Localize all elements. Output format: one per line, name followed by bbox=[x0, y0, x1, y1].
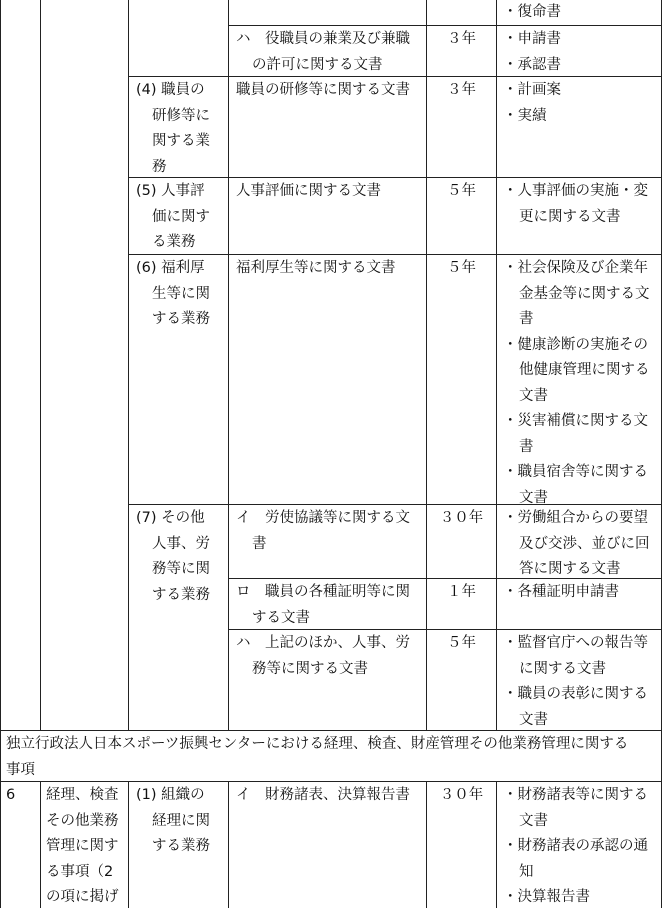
example-item: ・復命書 bbox=[503, 4, 561, 20]
section-heading-line: 独立行政法人日本スポーツ振興センターにおける経理、検査、財産管理その他業務管理に関する bbox=[6, 736, 629, 752]
retention-period-cell bbox=[427, 78, 496, 104]
document-type-line: ハ 上記のほか、人事、労 bbox=[236, 635, 410, 651]
business-category-line: (1) 組織の bbox=[136, 787, 205, 803]
retention-period: ３０年 bbox=[439, 787, 484, 803]
retention-period-cell bbox=[427, 631, 496, 657]
retention-period-cell bbox=[427, 179, 496, 205]
column-rule bbox=[426, 0, 427, 730]
document-type-line: の許可に関する文書 bbox=[252, 56, 383, 73]
example-item: ・承認書 bbox=[503, 56, 561, 73]
example-item: 文書 bbox=[519, 812, 548, 829]
example-items-cell bbox=[503, 256, 661, 511]
example-item: ・労働組合からの要望 bbox=[503, 510, 648, 526]
document-type-line: イ 労使協議等に関する文 bbox=[236, 510, 410, 526]
business-category-line: する業務 bbox=[152, 311, 210, 327]
example-item: ・各種証明申請書 bbox=[503, 584, 619, 600]
column-rule bbox=[40, 781, 41, 908]
category-line: その他業務 bbox=[46, 812, 119, 829]
retention-period: ３０年 bbox=[439, 510, 484, 526]
example-item: 更に関する文書 bbox=[519, 208, 621, 225]
example-items-cell bbox=[503, 0, 661, 26]
document-type-line: ロ 職員の各種証明等に関 bbox=[236, 584, 410, 600]
example-items-cell bbox=[503, 580, 661, 606]
example-item: 及び交渉、並びに回 bbox=[519, 535, 650, 552]
document-type-line: イ 財務諸表、決算報告書 bbox=[236, 787, 410, 803]
example-item: 金基金等に関する文 bbox=[519, 285, 650, 302]
document-type-line: 書 bbox=[252, 535, 267, 552]
document-type-cell bbox=[236, 580, 424, 631]
example-item: 文書 bbox=[519, 711, 548, 728]
business-category-cell bbox=[136, 179, 226, 256]
section-heading bbox=[6, 732, 658, 783]
business-category-line: (6) 福利厚 bbox=[136, 260, 205, 276]
document-type-cell bbox=[236, 506, 424, 557]
business-category-line: する業務 bbox=[152, 586, 210, 603]
document-type-line: 務等に関する文書 bbox=[252, 660, 368, 677]
example-item: 書 bbox=[519, 438, 534, 455]
category-line: 経理、検査 bbox=[46, 787, 119, 803]
business-category-line: する業務 bbox=[152, 838, 210, 854]
document-type-cell bbox=[236, 179, 424, 205]
category-line: の項に掲げ bbox=[46, 889, 119, 905]
business-category-line: (4) 職員の bbox=[136, 82, 205, 98]
document-type-cell bbox=[236, 27, 424, 78]
example-item: に関する文書 bbox=[519, 660, 606, 677]
business-category-cell bbox=[136, 783, 226, 860]
business-category-cell bbox=[136, 506, 226, 608]
example-item: ・計画案 bbox=[503, 82, 561, 98]
example-item: ・健康診断の実施その bbox=[503, 336, 648, 353]
example-items-cell bbox=[503, 78, 661, 129]
example-item: ・財務諸表等に関する bbox=[503, 787, 648, 803]
business-category-cell bbox=[136, 78, 226, 180]
example-items-cell bbox=[503, 506, 661, 583]
retention-period-cell bbox=[427, 27, 496, 53]
example-item: ・社会保険及び企業年 bbox=[503, 260, 648, 276]
business-category-cell bbox=[136, 256, 226, 333]
example-item: ・財務諸表の承認の通 bbox=[503, 838, 648, 854]
document-type-cell bbox=[236, 256, 424, 282]
retention-period: ５年 bbox=[447, 183, 476, 199]
document-type-cell bbox=[236, 631, 424, 682]
column-rule bbox=[128, 0, 129, 730]
document-type-line: ハ 役職員の兼業及び兼職 bbox=[236, 31, 410, 47]
column-rule bbox=[496, 0, 497, 730]
category-line: る事項（2 bbox=[46, 863, 114, 880]
retention-period: ３年 bbox=[447, 82, 476, 98]
example-item: ・人事評価の実施・変 bbox=[503, 183, 648, 199]
retention-period: ５年 bbox=[447, 635, 476, 651]
example-item: 他健康管理に関する bbox=[519, 362, 650, 378]
example-item: 答に関する文書 bbox=[519, 561, 621, 577]
retention-period-cell bbox=[427, 783, 496, 809]
business-category-line: 価に関す bbox=[152, 208, 210, 225]
example-items-cell bbox=[503, 783, 661, 911]
column-rule bbox=[228, 781, 229, 908]
section-heading-line: 事項 bbox=[6, 761, 35, 778]
example-items-cell bbox=[503, 179, 661, 230]
document-type-cell bbox=[236, 78, 424, 104]
business-category-line: る業務 bbox=[152, 234, 196, 250]
column-rule bbox=[128, 781, 129, 908]
business-category-line: (5) 人事評 bbox=[136, 183, 205, 199]
document-type-line: 職員の研修等に関する文書 bbox=[236, 82, 410, 98]
retention-period-cell bbox=[427, 256, 496, 282]
example-item: ・監督官庁への報告等 bbox=[503, 635, 648, 651]
business-category-line: 人事、労 bbox=[152, 535, 210, 552]
retention-period: １年 bbox=[447, 584, 476, 600]
business-category-line: 関する業 bbox=[152, 133, 210, 149]
example-item: ・職員の表彰に関する bbox=[503, 686, 648, 702]
example-item: ・申請書 bbox=[503, 31, 561, 47]
business-category-line: 生等に関 bbox=[152, 285, 210, 302]
column-rule bbox=[0, 0, 1, 908]
retention-period: ３年 bbox=[447, 31, 476, 47]
document-type-line: 人事評価に関する文書 bbox=[236, 183, 381, 199]
column-rule bbox=[40, 0, 41, 730]
business-category-line: 務等に関 bbox=[152, 561, 210, 577]
example-item: 書 bbox=[519, 311, 534, 327]
business-category-line: 務 bbox=[152, 158, 167, 175]
column-rule bbox=[496, 781, 497, 908]
document-type-line: 福利厚生等に関する文書 bbox=[236, 260, 396, 276]
example-item: 文書 bbox=[519, 489, 548, 506]
document-type-line: する文書 bbox=[252, 609, 310, 626]
column-rule bbox=[228, 0, 229, 730]
item-number-cell bbox=[6, 783, 38, 809]
example-item: 文書 bbox=[519, 387, 548, 404]
example-item: ・実績 bbox=[503, 107, 547, 124]
business-category-line: 経理に関 bbox=[152, 812, 210, 829]
example-items-cell bbox=[503, 27, 661, 78]
business-category-line: 研修等に bbox=[152, 107, 210, 124]
example-item: ・災害補償に関する文 bbox=[503, 413, 648, 429]
category-cell bbox=[46, 783, 126, 911]
example-item: ・職員宿舎等に関する bbox=[503, 464, 648, 480]
retention-period-cell bbox=[427, 506, 496, 532]
document-type-cell bbox=[236, 783, 424, 809]
retention-period: ５年 bbox=[447, 260, 476, 276]
retention-period-cell bbox=[427, 580, 496, 606]
example-item: ・決算報告書 bbox=[503, 889, 590, 905]
business-category-line: (7) その他 bbox=[136, 510, 205, 526]
example-item: 知 bbox=[519, 863, 534, 880]
item-number: 6 bbox=[6, 787, 16, 803]
category-line: 管理に関す bbox=[46, 838, 119, 854]
example-items-cell bbox=[503, 631, 661, 733]
